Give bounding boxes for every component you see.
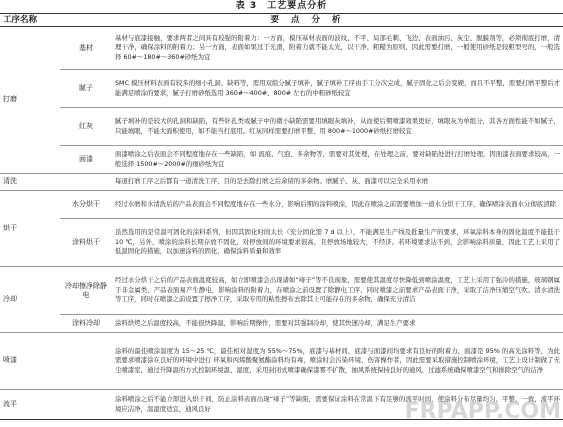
table-row: [0, 191, 563, 219]
analysis-cell: 虽然选用的是常温可固化的涂料系列，但因其固化时间太长（充分固化需 7 d 以上），不能满足生产线及批量生产的要求，环氧涂料本身的固化温度不能低于 10 ℃，另外，喷涂的涂料长期存放不固化，对停放间的环境要求很高，且停放场地较大，不经济。若环境要求达不到，会影响涂料质量，因此工艺上采用了低温固化的措施，以加速涂料的固化，确保涂料质量和效率: [115, 228, 561, 256]
sub-process-cell: 涂料冷却: [72, 319, 100, 327]
sub-process-cell: [60, 174, 112, 191]
process-name-cell: 流平: [3, 399, 17, 408]
header-process-name: 工序名称: [0, 14, 60, 27]
sub-process-cell: [60, 390, 112, 420]
table-row: [0, 146, 563, 174]
process-analysis-table: [0, 13, 563, 420]
process-name-cell: 打磨: [3, 95, 17, 104]
analysis-cell: 腻子填补的是较大的孔洞和缺陷，有些针孔类或腻子中的微小缺陷需要用填眼灰填补，从而使后期喷漆效果更好，填眼灰为单组分，其各方面性能不如腻子，只能填眼，不能大面积使用，如不能当打底用。红灰同样需要打磨平整，用 800#～1000#砂纸打磨较宜: [115, 117, 561, 135]
process-name-cell: 清洗: [3, 177, 17, 186]
analysis-cell: SMC 模压材料表面有较多的细小孔洞、缺料等，需用双组分腻子填补，腻子填补工序由手工分次完成，腻子固化之后会变硬，而且不平整，需要打磨平整后才能满足喷涂的要求，腻子打磨砂纸选用 360#～400#、800# 左右的中粗砂纸较宜: [115, 79, 561, 97]
sub-process-cell: 涂料烘干: [72, 238, 100, 246]
sub-process-cell: 基材: [79, 43, 93, 52]
analysis-cell: 涂料的最佳喷涂温度为 15～25 ℃，最佳相对湿度为 55%～75%，底漆与基材间、底漆与面漆间均要求有良好的附着力，面漆是 95% 的高光涂料等，为此需要求喷漆涂在良好的环境中进行 环氧和丙烯酸聚氨酯涂料均有毒，喷涂时会污染环境、伤害操作者，因此需要采取措施控制喷涂环境，工艺上设计制做了无尘喷漆室，通过升降温的方式控制环境温、湿度，采用封闭式喷漆确保漆雾不扩散，抽风系统保持良好的通风，过滤系统确保喷漆空气和排除空气的洁净: [115, 346, 561, 374]
table-row: [0, 108, 563, 146]
analysis-cell: 涂料烘烤之后温度较高，不能很快降温，影响后期操作，需要对其强制冷却，使其快速冷却，满足生产要求: [115, 318, 416, 327]
analysis-cell: 经过水磨和水清洗后的产品表面会不同程度地存在一些水分，影响后期的涂料喷涂，因此在喷涂之前需要增加一道水分烘干工序，确保喷涂表面水分彻底清除: [115, 199, 556, 208]
table-row: [0, 27, 563, 70]
sub-process-cell: 面漆: [79, 155, 93, 163]
table-row: [0, 267, 563, 315]
table-row: [0, 70, 563, 108]
header-key-points: 要点分析: [60, 14, 563, 27]
analysis-cell: 面漆喷涂之后表面会不同程度地存在一些缺陷，如 流痕、气泡、多余物等，需要对其处理，在处理之前，要对缺陷处进行打磨处理，因面漆表面要求较高，一般选择 1500#～2000#的细砂纸为宜: [115, 150, 561, 168]
table-row: [0, 219, 563, 267]
process-name-cell: 烘干: [3, 223, 17, 232]
table-row: [0, 315, 563, 333]
sub-process-cell: 腻子: [79, 84, 93, 92]
table-row: [0, 333, 563, 390]
table-caption: 表 3 工艺要点分析: [235, 1, 328, 11]
process-name-cell: 喷漆: [3, 356, 17, 365]
table-row: [0, 174, 563, 191]
sub-process-cell: 冷却擦净除静电: [65, 281, 107, 299]
site-watermark: FRPAPP.COM: [404, 399, 561, 424]
sub-process-cell: 红灰: [79, 122, 93, 130]
process-name-cell: 冷却: [3, 294, 17, 303]
sub-process-cell: [60, 333, 112, 390]
analysis-cell: 基材与底漆接触，要求两者之间具有较强的附着力：一方面，模压基材表面的波纹、不平、局部毛刺、飞边、表面油污、灰尘、脱膜剂等，必须彻底打磨，清理干净，确保涂料的附着力；另一方面，表面如果过于光滑，附着力就不能太光，以干净、粗糙为原则，因此需要打磨，一般使用砂纸是较粗型号的，一般选择 60#～180#～360#砂纸为宜: [115, 33, 561, 61]
analysis-cell: 经过水分烘干之后的产品表面温度较高，如立即喷漆会出现诸如“痱子”等不良现象，需要使其温度尽快降低到喷涂温度，工艺上采用了强冷的措施，玻璃钢属于非金属类，产品表面易产生静电，影响涂料的附着力，在喷涂之前设置了除静电工序，同时喷漆之前要求产品表面干净，采取了洁净压缩空气吹、清水清洗等工序，同时在喷漆之前设置了擦净工序，采取专用的粘性擦布去除其上可能存在的多余物，确保充分清洁: [115, 276, 561, 304]
sub-process-cell: 水分烘干: [72, 200, 100, 208]
analysis-cell: 每道打磨工序之后都有一道清洗工序，目的是去除打磨之后余留的多余物。磨腻子、灰、面漆可以完全采用水磨: [115, 177, 429, 186]
table-header-row: [0, 14, 563, 27]
analysis-cell: 涂料喷涂之后不能立即进入烘干间，防止涂料表面出现“痱子”等缺陷，需要保证涂料在常温下有足够的流平时间，使涂料分布尽量均匀、平整、一致，流平环境应洁净，温湿度适宜，通风良好: [115, 395, 561, 413]
